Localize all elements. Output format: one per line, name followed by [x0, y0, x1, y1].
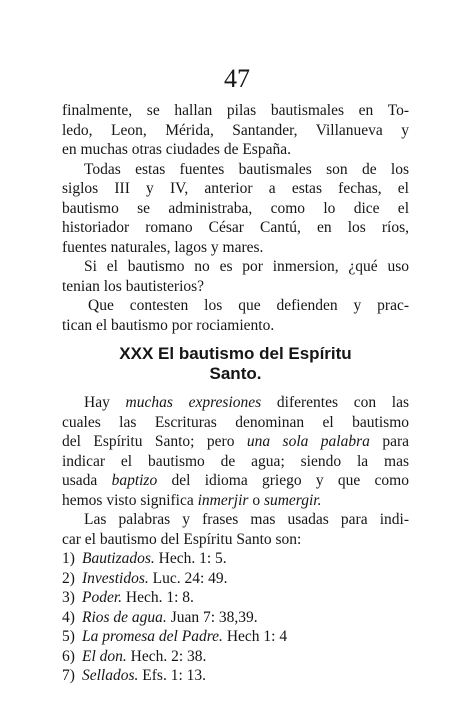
list-item — [62, 647, 409, 667]
text-line: tenian los bautisterios? — [62, 277, 205, 295]
text-line: bautismo se administraba, como lo dice el — [62, 199, 409, 217]
paragraph-3 — [62, 257, 409, 296]
text-run: para — [369, 433, 410, 450]
text-line — [62, 432, 409, 452]
paragraph-1 — [62, 101, 409, 160]
text-line: fuentes naturales, lagos y mares. — [62, 238, 264, 256]
item-term: Poder. — [82, 589, 123, 606]
item-term: Bautizados. — [82, 550, 155, 567]
text-line: car el bautismo del Espíritu Santo son: — [62, 530, 302, 548]
item-number: 3) — [62, 589, 75, 606]
item-term: El don. — [82, 647, 127, 665]
item-term: Sellados. — [82, 667, 139, 684]
list-item — [62, 666, 409, 686]
item-reference: Efs. 1: 13. — [138, 667, 206, 684]
text-line: cuales las Escrituras denominan el bautismo — [62, 413, 409, 431]
item-term: Investidos. — [82, 569, 149, 587]
text-line — [62, 491, 409, 511]
italic-phrase: una sola palabra — [246, 433, 370, 450]
italic-phrase: muchas expresiones — [125, 394, 262, 411]
text-line — [62, 393, 409, 413]
item-reference: Juan 7: 38,39. — [166, 608, 258, 626]
item-number: 5) — [62, 628, 75, 645]
text-line: ledo, Leon, Mérida, Santander, Villanueva y — [62, 121, 409, 139]
text-run: Hay — [84, 394, 126, 411]
text-line: Que contesten los que defienden y prac- — [88, 297, 409, 314]
text-run: hemos visto significa — [62, 491, 198, 509]
text-line: en muchas otras ciudades de España. — [62, 141, 291, 158]
item-reference: Hech. 2: 38. — [126, 647, 207, 665]
text-line: Todas estas fuentes bautismales son de los — [84, 160, 409, 178]
text-run: del Espíritu Santo; pero — [62, 433, 247, 450]
italic-phrase: inmerjir — [197, 491, 249, 509]
list-item — [62, 549, 409, 569]
item-term: La promesa del Padre. — [82, 628, 223, 645]
text-line: Si el bautismo no es por inmersion, ¿qué uso — [84, 258, 409, 275]
italic-phrase: sumergir. — [263, 491, 322, 509]
item-reference: Hech. 1: 5. — [154, 550, 227, 567]
paragraph-6 — [62, 510, 409, 549]
item-reference: Luc. 24: 49. — [148, 569, 228, 587]
list-item — [62, 608, 409, 628]
list-item — [62, 569, 409, 589]
list-item — [62, 588, 409, 608]
text-line — [62, 471, 409, 491]
item-number: 2) — [62, 569, 75, 587]
text-run: o — [248, 491, 264, 509]
text-run: del idioma griego y que como — [157, 472, 409, 489]
item-term: Rios de agua. — [82, 608, 167, 626]
page-body — [62, 101, 409, 686]
text-run: diferentes con las — [261, 394, 409, 411]
text-line: historiador romano César Cantú, en los ríos, — [62, 219, 409, 236]
text-run: usada — [62, 472, 112, 489]
paragraph-5 — [62, 393, 409, 510]
text-line: indicar el bautismo de agua; siendo la mas — [62, 452, 409, 470]
item-number: 6) — [62, 647, 75, 665]
item-number: 7) — [62, 667, 75, 684]
terms-list — [62, 549, 409, 686]
text-line: siglos III y IV, anterior a estas fechas, el — [62, 180, 409, 197]
page-number: 47 — [224, 64, 250, 93]
paragraph-2 — [62, 160, 409, 258]
item-reference: Hech 1: 4 — [222, 628, 288, 645]
item-reference: Hech. 1: 8. — [122, 589, 194, 606]
item-number: 4) — [62, 608, 75, 626]
item-number: 1) — [62, 550, 75, 567]
text-line: finalmente, se hallan pilas bautismales en To- — [62, 102, 409, 119]
section-heading: XXX El bautismo del Espíritu — [119, 344, 352, 363]
section-heading-continued: Santo. — [209, 364, 262, 383]
text-line: tican el bautismo por rociamiento. — [62, 316, 275, 334]
list-item — [62, 627, 409, 647]
paragraph-4 — [62, 296, 409, 335]
italic-phrase: baptizo — [111, 472, 158, 489]
text-line: Las palabras y frases mas usadas para indi- — [84, 511, 409, 528]
